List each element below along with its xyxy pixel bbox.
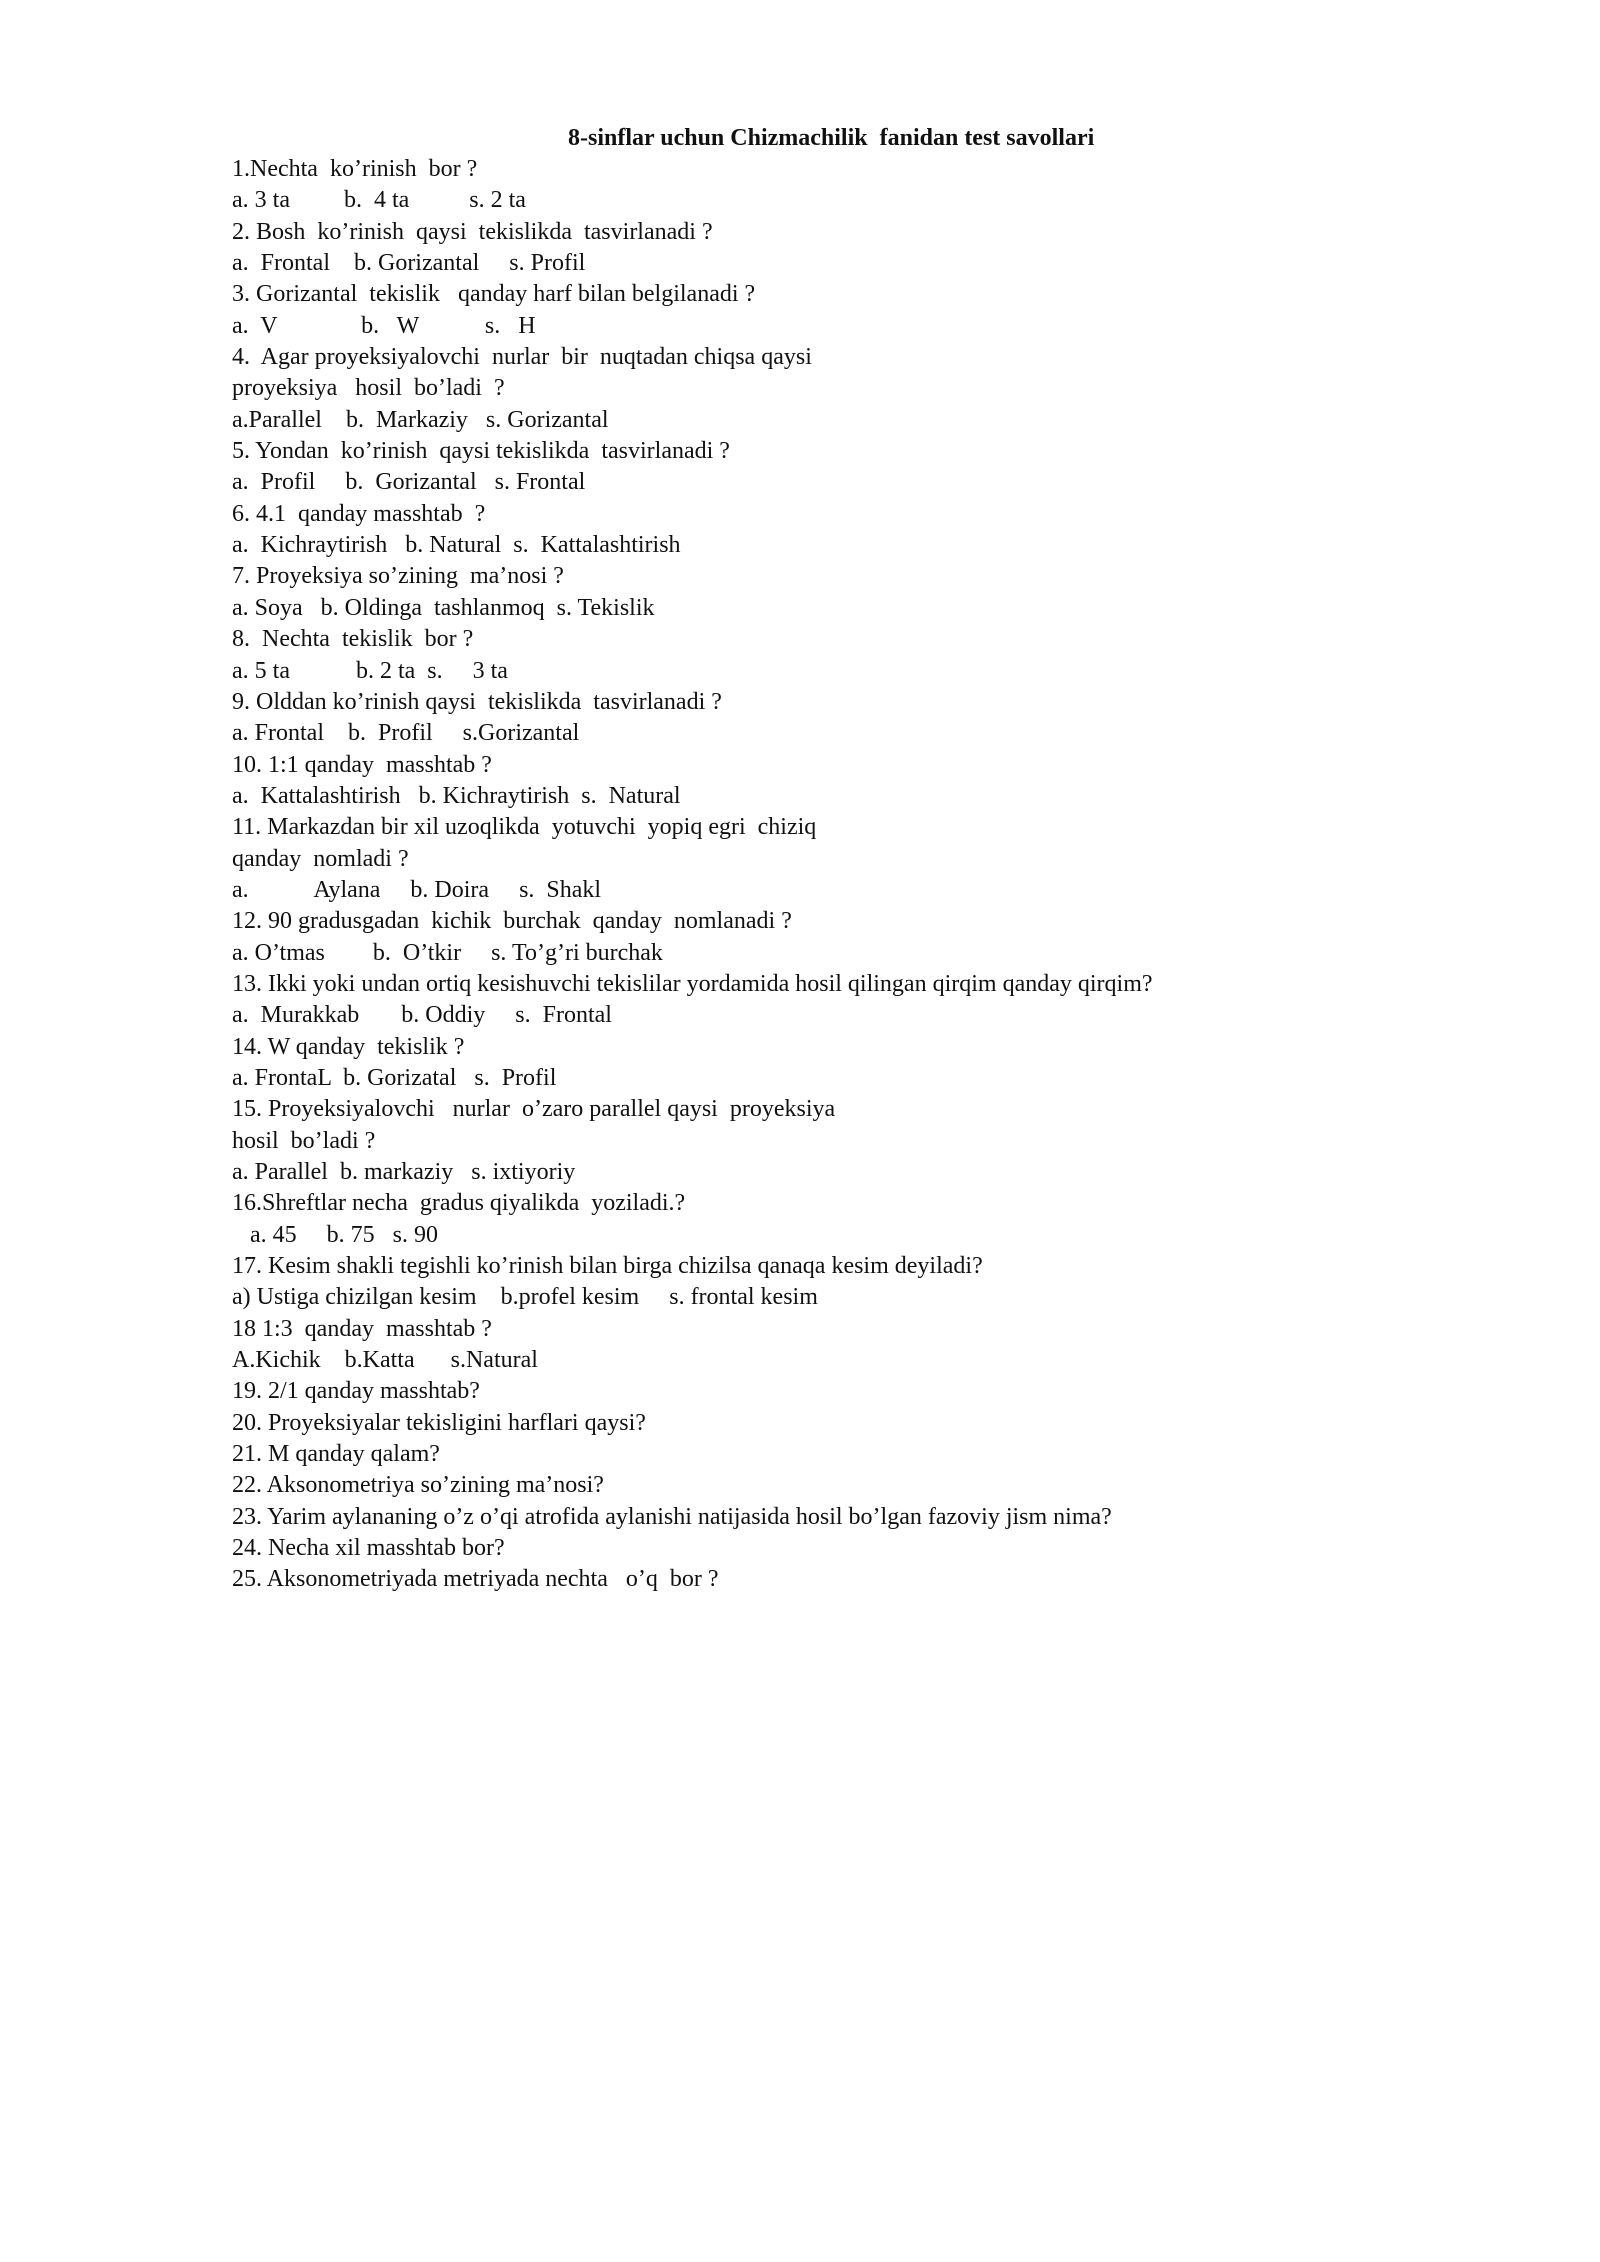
question-5: 5. Yondan ko’rinish qaysi tekislikda tasvirlanadi ? bbox=[232, 438, 730, 465]
answer-options-9: a. Frontal b. Profil s.Gorizantal bbox=[232, 720, 580, 747]
question-11-continued: qanday nomladi ? bbox=[232, 845, 409, 872]
question-19: 19. 2/1 qanday masshtab? bbox=[232, 1378, 480, 1405]
answer-options-1: a. 3 ta b. 4 ta s. 2 ta bbox=[232, 187, 526, 214]
answer-options-15: a. Parallel b. markaziy s. ixtiyoriy bbox=[232, 1159, 576, 1185]
answer-options-10: a. Kattalashtirish b. Kichraytirish s. Natural bbox=[232, 782, 681, 809]
question-4: 4. Agar proyeksiyalovchi nurlar bir nuqtadan chiqsa qaysi bbox=[232, 344, 812, 371]
answer-options-18: A.Kichik b.Katta s.Natural bbox=[232, 1347, 538, 1374]
question-15: 15. Proyeksiyalovchi nurlar o’zaro parallel qaysi proyeksiya bbox=[232, 1096, 836, 1123]
question-14: 14. W qanday tekislik ? bbox=[232, 1033, 465, 1060]
question-2: 2. Bosh ko’rinish qaysi tekislikda tasvirlanadi ? bbox=[232, 218, 713, 245]
answer-options-3: a. V b. W s. H bbox=[232, 312, 536, 339]
question-15-continued: hosil bo’ladi ? bbox=[232, 1127, 376, 1154]
question-7: 7. Proyeksiya so’zining ma’nosi ? bbox=[232, 563, 564, 590]
question-1: 1.Nechta ko’rinish bor ? bbox=[232, 156, 478, 182]
question-25: 25. Aksonometriyada metriyada nechta o’q bor ? bbox=[232, 1566, 719, 1593]
answer-options-12: a. O’tmas b. O’tkir s. To’g’ri burchak bbox=[232, 939, 663, 966]
question-9: 9. Olddan ko’rinish qaysi tekislikda tasvirlanadi ? bbox=[232, 688, 722, 715]
question-16: 16.Shreftlar necha gradus qiyalikda yoziladi.? bbox=[232, 1190, 686, 1217]
answer-options-17: a) Ustiga chizilgan kesim b.profel kesim s. frontal kesim bbox=[232, 1284, 818, 1311]
question-6: 6. 4.1 qanday masshtab ? bbox=[232, 500, 486, 527]
question-11: 11. Markazdan bir xil uzoqlikda yotuvchi yopiq egri chiziq bbox=[232, 814, 817, 841]
question-20: 20. Proyeksiyalar tekisligini harflari qaysi? bbox=[232, 1409, 646, 1436]
answer-options-11: a. Aylana b. Doira s. Shakl bbox=[232, 876, 602, 903]
question-8: 8. Nechta tekislik bor ? bbox=[232, 626, 474, 653]
answer-options-5: a. Profil b. Gorizantal s. Frontal bbox=[232, 469, 586, 496]
question-24: 24. Necha xil masshtab bor? bbox=[232, 1535, 505, 1562]
answer-options-4: a.Parallel b. Markaziy s. Gorizantal bbox=[232, 406, 609, 433]
answer-options-7: a. Soya b. Oldinga tashlanmoq s. Tekislik bbox=[232, 594, 655, 621]
question-22: 22. Aksonometriya so’zining ma’nosi? bbox=[232, 1472, 604, 1499]
question-21: 21. M qanday qalam? bbox=[232, 1441, 440, 1468]
question-4-continued: proyeksiya hosil bo’ladi ? bbox=[232, 375, 505, 402]
question-23: 23. Yarim aylananing o’z o’qi atrofida aylanishi natijasida hosil bo’lgan fazoviy jism nima? bbox=[232, 1503, 1112, 1530]
answer-options-14: a. FrontaL b. Gorizatal s. Profil bbox=[232, 1064, 557, 1091]
answer-options-13: a. Murakkab b. Oddiy s. Frontal bbox=[232, 1002, 612, 1029]
answer-options-8: a. 5 ta b. 2 ta s. 3 ta bbox=[232, 657, 508, 684]
question-12: 12. 90 gradusgadan kichik burchak qanday nomlanadi ? bbox=[232, 908, 792, 935]
document-title: 8-sinflar uchun Chizmachilik fanidan test savollari bbox=[568, 125, 1095, 151]
question-3: 3. Gorizantal tekislik qanday harf bilan belgilanadi ? bbox=[232, 281, 756, 308]
question-list bbox=[232, 154, 1532, 1596]
question-10: 10. 1:1 qanday masshtab ? bbox=[232, 751, 492, 778]
answer-options-2: a. Frontal b. Gorizantal s. Profil bbox=[232, 250, 586, 277]
question-17: 17. Kesim shakli tegishli ko’rinish bilan birga chizilsa qanaqa kesim deyiladi? bbox=[232, 1253, 983, 1280]
question-18: 18 1:3 qanday masshtab ? bbox=[232, 1315, 492, 1342]
answer-options-6: a. Kichraytirish b. Natural s. Kattalashtirish bbox=[232, 532, 681, 559]
answer-options-16: a. 45 b. 75 s. 90 bbox=[232, 1221, 438, 1248]
question-13: 13. Ikki yoki undan ortiq kesishuvchi tekislilar yordamida hosil qilingan qirqim qanday qirqim? bbox=[232, 970, 1153, 997]
